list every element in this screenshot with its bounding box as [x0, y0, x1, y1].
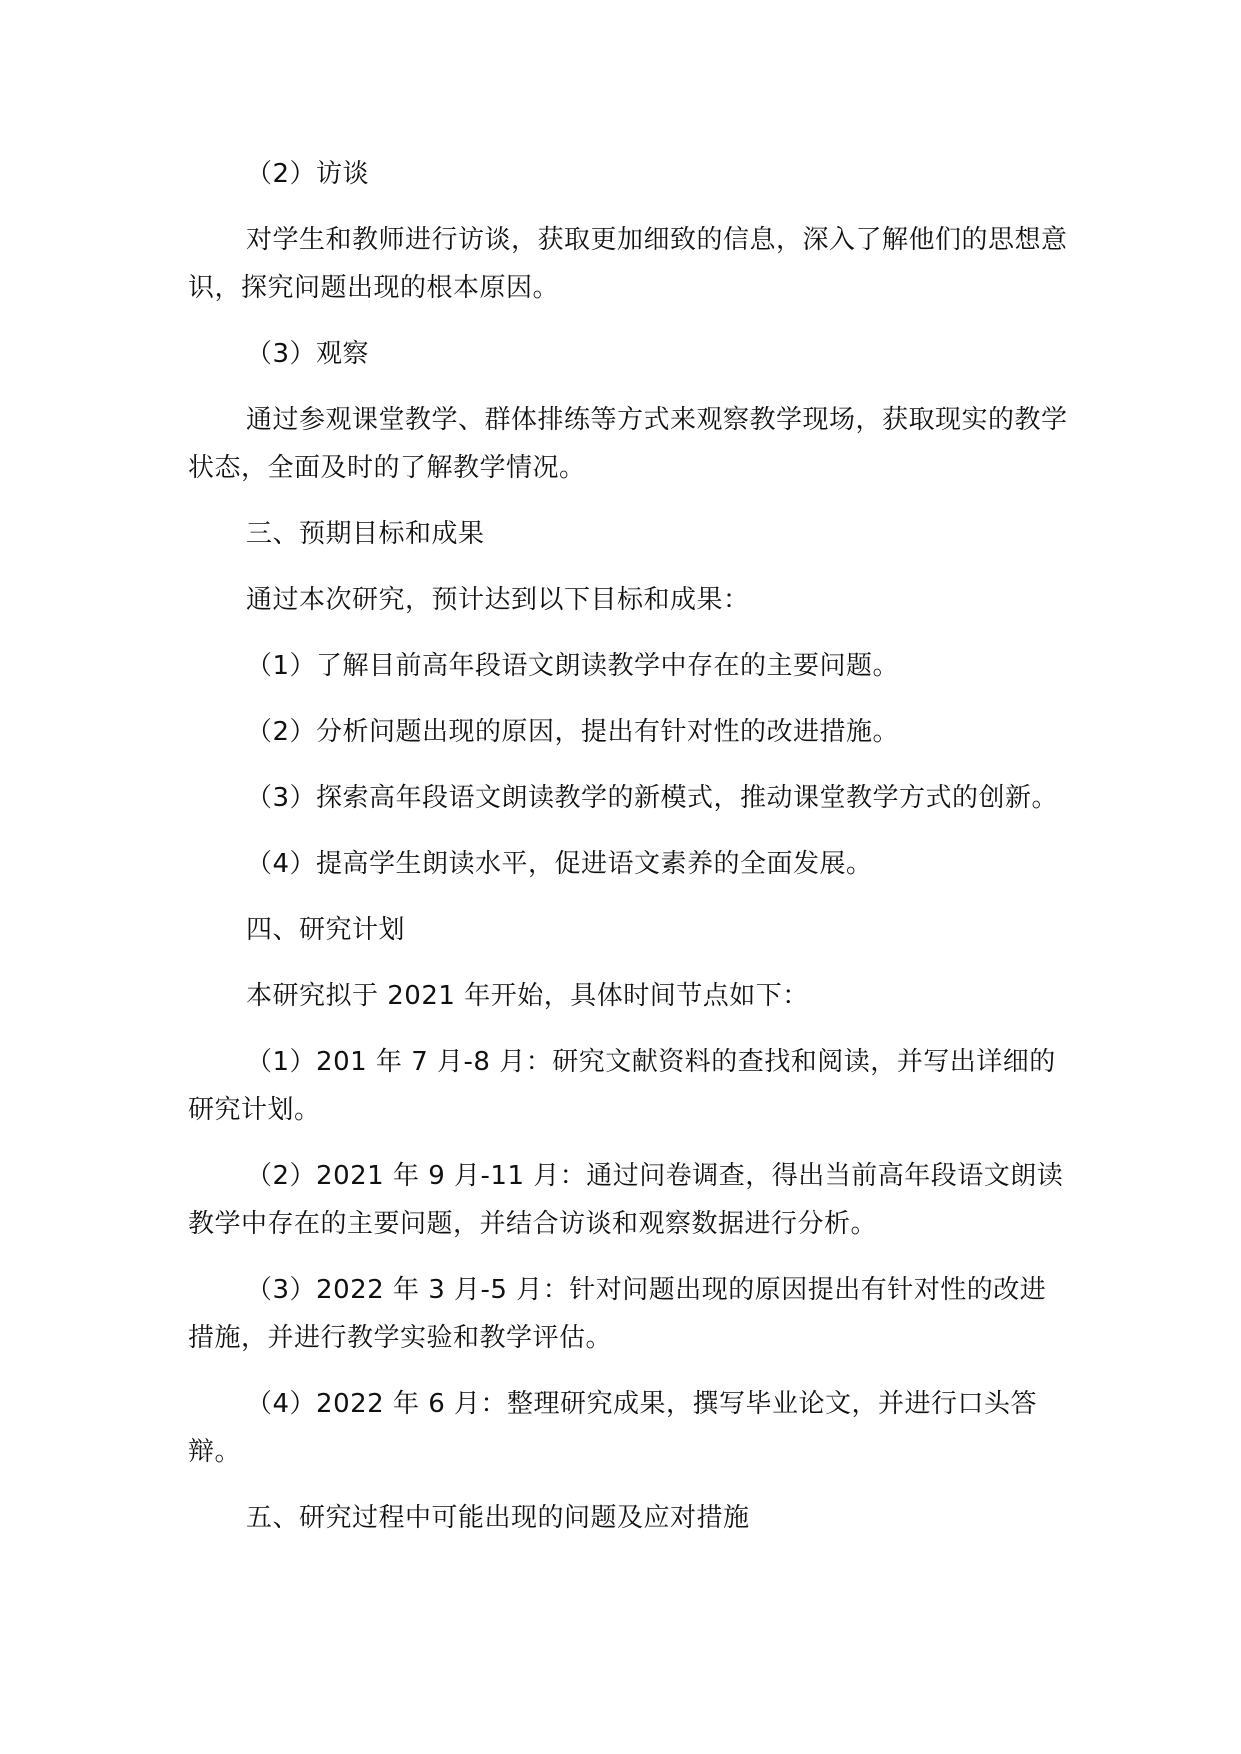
- plan-item-1: （1）201 年 7 月-8 月：研究文献资料的查找和阅读，并写出详细的研究计划。: [188, 1047, 1056, 1125]
- goal-item-4: （4）提高学生朗读水平，促进语文素养的全面发展。: [246, 849, 873, 879]
- paragraph-interview: 对学生和教师进行访谈，获取更加细致的信息，深入了解他们的思想意识，探究问题出现的根本原因。: [188, 225, 1068, 303]
- subheading-interview: （2）访谈: [246, 159, 370, 189]
- goal-item-3: （3）探索高年段语文朗读教学的新模式，推动课堂教学方式的创新。: [246, 783, 1059, 813]
- plan-item-2: （2）2021 年 9 月-11 月：通过问卷调查，得出当前高年段语文朗读教学中存在的主要问题，并结合访谈和观察数据进行分析。: [188, 1161, 1064, 1239]
- plan-item-4: （4）2022 年 6 月：整理研究成果，撰写毕业论文，并进行口头答辩。: [188, 1389, 1038, 1467]
- document-body: [188, 150, 1068, 1560]
- section-heading-goals: 三、预期目标和成果: [246, 519, 485, 549]
- section-heading-plan: 四、研究计划: [246, 915, 406, 945]
- paragraph-plan-intro: 本研究拟于 2021 年开始，具体时间节点如下：: [246, 981, 809, 1011]
- goal-item-1: （1）了解目前高年段语文朗读教学中存在的主要问题。: [246, 651, 900, 681]
- section-heading-issues: 五、研究过程中可能出现的问题及应对措施: [246, 1503, 750, 1533]
- plan-item-3: （3）2022 年 3 月-5 月：针对问题出现的原因提出有针对性的改进措施，并进行教学实验和教学评估。: [188, 1275, 1047, 1353]
- paragraph-goals-intro: 通过本次研究，预计达到以下目标和成果：: [246, 585, 750, 615]
- goal-item-2: （2）分析问题出现的原因，提出有针对性的改进措施。: [246, 717, 900, 747]
- paragraph-observation: 通过参观课堂教学、群体排练等方式来观察教学现场，获取现实的教学状态，全面及时的了解教学情况。: [188, 405, 1068, 483]
- subheading-observation: （3）观察: [246, 339, 370, 369]
